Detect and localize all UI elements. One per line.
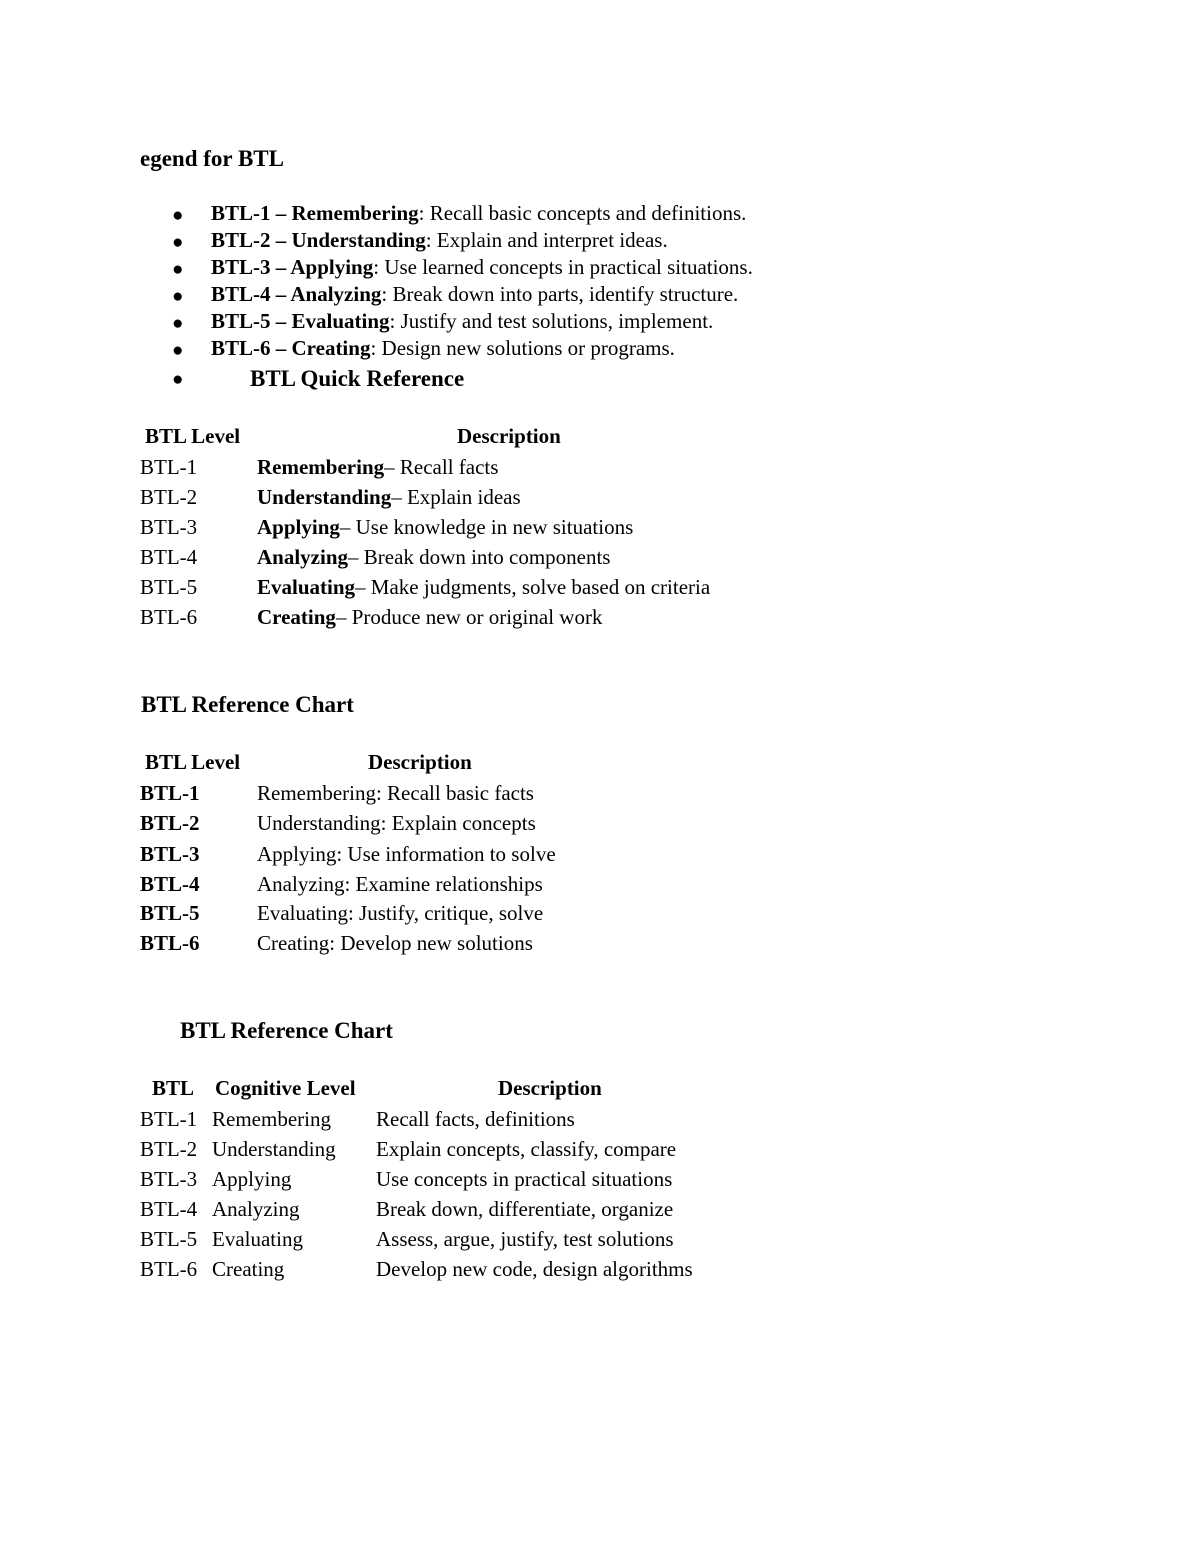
description-cell: Creating: Develop new solutions (257, 931, 533, 955)
quick-table-header-level: BTL Level (145, 424, 241, 448)
legend-text: : Recall basic concepts and definitions. (418, 201, 747, 225)
term-cell: Creating (257, 605, 336, 629)
level-cell: BTL-3 (140, 515, 198, 539)
description-cell: Assess, argue, justify, test solutions (376, 1227, 674, 1251)
description-cell: Break down, differentiate, organize (376, 1197, 674, 1221)
cognitive-level-cell: Analyzing (212, 1197, 300, 1221)
quick-table-header-description: Description (457, 424, 561, 448)
chart2-header-description: Description (498, 1076, 602, 1100)
bullet-icon: ● (172, 259, 184, 280)
legend-text: : Break down into parts, identify structure. (381, 282, 739, 306)
description-cell: – Produce new or original work (335, 605, 603, 629)
reference-chart-title: BTL Reference Chart (141, 692, 354, 717)
legend-level: BTL-3 – Applying (211, 255, 374, 279)
legend-level: BTL-1 – Remembering (211, 201, 419, 225)
quick-reference-title: BTL Quick Reference (250, 366, 465, 391)
level-cell: BTL-3 (140, 842, 200, 866)
chart1-header-level: BTL Level (145, 750, 241, 774)
legend-text: : Use learned concepts in practical situations. (373, 255, 753, 279)
level-cell: BTL-4 (140, 872, 200, 896)
bullet-icon: ● (172, 205, 184, 226)
level-cell: BTL-2 (140, 1137, 198, 1161)
description-cell: Develop new code, design algorithms (376, 1257, 693, 1281)
bullet-icon: ● (172, 313, 184, 334)
level-cell: BTL-5 (140, 901, 200, 925)
description-cell: Remembering: Recall basic facts (257, 781, 534, 805)
description-cell: Use concepts in practical situations (376, 1167, 673, 1191)
description-cell: – Make judgments, solve based on criteria (355, 575, 711, 599)
description-cell: Applying: Use information to solve (257, 842, 556, 866)
bullet-icon: ● (172, 286, 184, 307)
level-cell: BTL-4 (140, 545, 198, 569)
description-cell: Recall facts, definitions (376, 1107, 575, 1131)
description-cell: – Recall facts (384, 455, 499, 479)
term-cell: Remembering (257, 455, 385, 479)
description-cell: Explain concepts, classify, compare (376, 1137, 677, 1161)
chart1-header-description: Description (368, 750, 472, 774)
description-cell: Evaluating: Justify, critique, solve (257, 901, 544, 925)
level-cell: BTL-6 (140, 1257, 198, 1281)
level-cell: BTL-6 (140, 931, 200, 955)
legend-level: BTL-5 – Evaluating (211, 309, 390, 333)
cognitive-level-cell: Remembering (212, 1107, 331, 1131)
term-cell: Evaluating (257, 575, 356, 599)
legend-level: BTL-4 – Analyzing (211, 282, 382, 306)
term-cell: Analyzing (257, 545, 349, 569)
level-cell: BTL-6 (140, 605, 198, 629)
cognitive-level-cell: Evaluating (212, 1227, 303, 1251)
legend-text: : Justify and test solutions, implement. (389, 309, 714, 333)
description-cell: Understanding: Explain concepts (257, 811, 536, 835)
level-cell: BTL-2 (140, 485, 198, 509)
bullet-icon: ● (172, 369, 184, 390)
legend-level: BTL-2 – Understanding (211, 228, 426, 252)
description-cell: – Use knowledge in new situations (339, 515, 634, 539)
level-cell: BTL-2 (140, 811, 200, 835)
bullet-icon: ● (172, 340, 184, 361)
description-cell: – Break down into components (348, 545, 611, 569)
description-cell: – Explain ideas (391, 485, 521, 509)
legend-title: egend for BTL (140, 146, 284, 171)
chart2-header-btl: BTL (152, 1076, 195, 1100)
cognitive-level-cell: Understanding (212, 1137, 336, 1161)
level-cell: BTL-4 (140, 1197, 198, 1221)
term-cell: Understanding (257, 485, 392, 509)
term-cell: Applying (257, 515, 340, 539)
legend-level: BTL-6 – Creating (211, 336, 371, 360)
description-cell: Analyzing: Examine relationships (257, 872, 543, 896)
level-cell: BTL-5 (140, 1227, 198, 1251)
legend-text: : Explain and interpret ideas. (425, 228, 668, 252)
bullet-icon: ● (172, 232, 184, 253)
level-cell: BTL-5 (140, 575, 198, 599)
level-cell: BTL-3 (140, 1167, 198, 1191)
cognitive-level-cell: Creating (212, 1257, 285, 1281)
reference-chart-title: BTL Reference Chart (180, 1018, 393, 1043)
chart2-header-cognitive-level: Cognitive Level (215, 1076, 356, 1100)
legend-text: : Design new solutions or programs. (370, 336, 675, 360)
cognitive-level-cell: Applying (212, 1167, 292, 1191)
level-cell: BTL-1 (140, 781, 200, 805)
level-cell: BTL-1 (140, 1107, 198, 1131)
level-cell: BTL-1 (140, 455, 198, 479)
